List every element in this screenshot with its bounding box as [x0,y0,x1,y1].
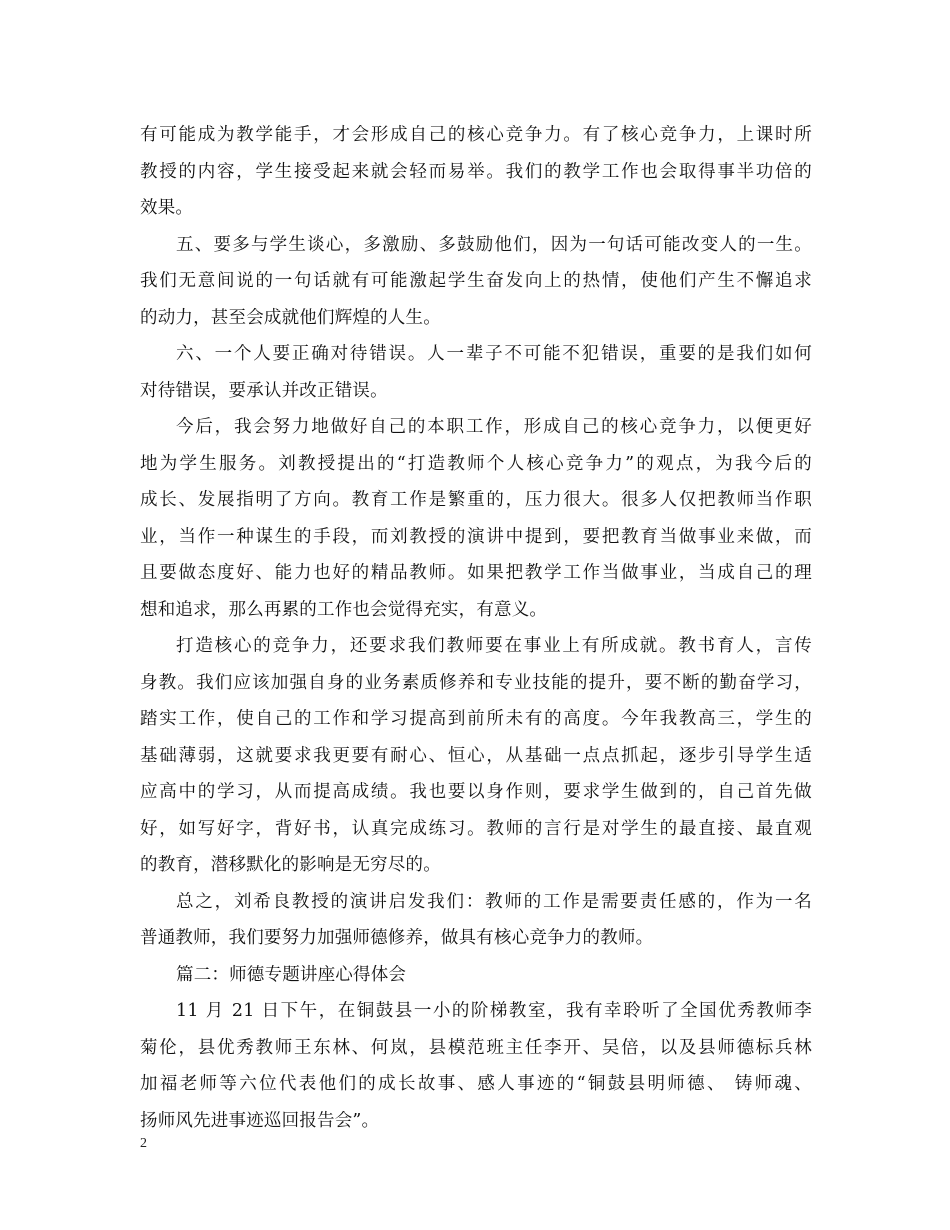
text-line: 六、一个人要正确对待错误。人一辈子不可能不犯错误，重要的是我们如何 [176,344,812,364]
page-number: 2 [140,1136,147,1151]
text-line: 身教。我们应该加强自身的业务素质修养和专业技能的提升，要不断的勤奋学习， [140,672,812,693]
text-line: 教授的内容，学生接受起来就会轻而易举。我们的教学工作也会取得事半功倍的 [140,161,812,182]
text-line: 的教育，潜移默化的影响是无穷尽的。 [140,855,441,875]
body-text [140,117,812,1139]
text-line: 想和追求，那么再累的工作也会觉得充实，有意义。 [140,599,548,620]
text-line: 加福老师等六位代表他们的成长故事、感人事迹的“铜鼓县明师德、 铸师魂、 [140,1074,812,1094]
text-line: 11 月 21 日下午，在铜鼓县一小的阶梯教室，我有幸聆听了全国优秀教师李 [176,1001,812,1021]
text-line: 篇二：师德专题讲座心得体会 [176,964,407,985]
text-line: 成长、发展指明了方向。教育工作是繁重的，压力很大。很多人仅把教师当作职 [140,490,812,510]
text-line: 总之，刘希良教授的演讲启发我们：教师的工作是需要责任感的，作为一名 [176,891,812,912]
text-line: 业，当作一种谋生的手段，而刘教授的演讲中提到，要把教育当做事业来做，而 [140,526,812,547]
text-line: 且要做态度好、能力也好的精品教师。如果把教学工作当做事业，当成自己的理 [140,563,812,583]
text-line: 对待错误，要承认并改正错误。 [140,380,388,401]
text-line: 有可能成为教学能手，才会形成自己的核心竞争力。有了核心竞争力，上课时所 [140,125,812,145]
text-line: 打造核心的竞争力，还要求我们教师要在事业上有所成就。教书育人，言传 [176,636,812,656]
text-line: 普通教师，我们要努力加强师德修养，做具有核心竞争力的教师。 [140,928,654,948]
text-line: 五、要多与学生谈心，多激励、多鼓励他们，因为一句话可能改变人的一生。 [176,234,812,255]
text-line: 好，如写好字，背好书，认真完成练习。教师的言行是对学生的最直接、最直观 [140,818,812,839]
text-line: 扬师风先进事迹巡回报告会”。 [140,1110,380,1131]
text-line: 地为学生服务。刘教授提出的“打造教师个人核心竞争力”的观点，为我今后的 [140,453,812,474]
text-line: 应高中的学习，从而提高成绩。我也要以身作则，要求学生做到的，自己首先做 [140,782,812,802]
text-line: 踏实工作，使自己的工作和学习提高到前所未有的高度。今年我教高三，学生的 [140,709,812,729]
text-line: 菊伦，县优秀教师王东林、何岚，县模范班主任李开、吴倍，以及县师德标兵林 [140,1037,812,1058]
text-line: 基础薄弱，这就要求我更要有耐心、恒心，从基础一点点抓起，逐步引导学生适 [140,745,812,766]
text-line: 我们无意间说的一句话就有可能激起学生奋发向上的热情，使他们产生不懈追求 [140,271,812,291]
text-line: 效果。 [140,198,194,218]
text-line: 今后，我会努力地做好自己的本职工作，形成自己的核心竞争力，以便更好 [176,417,812,437]
text-line: 的动力，甚至会成就他们辉煌的人生。 [140,307,441,328]
